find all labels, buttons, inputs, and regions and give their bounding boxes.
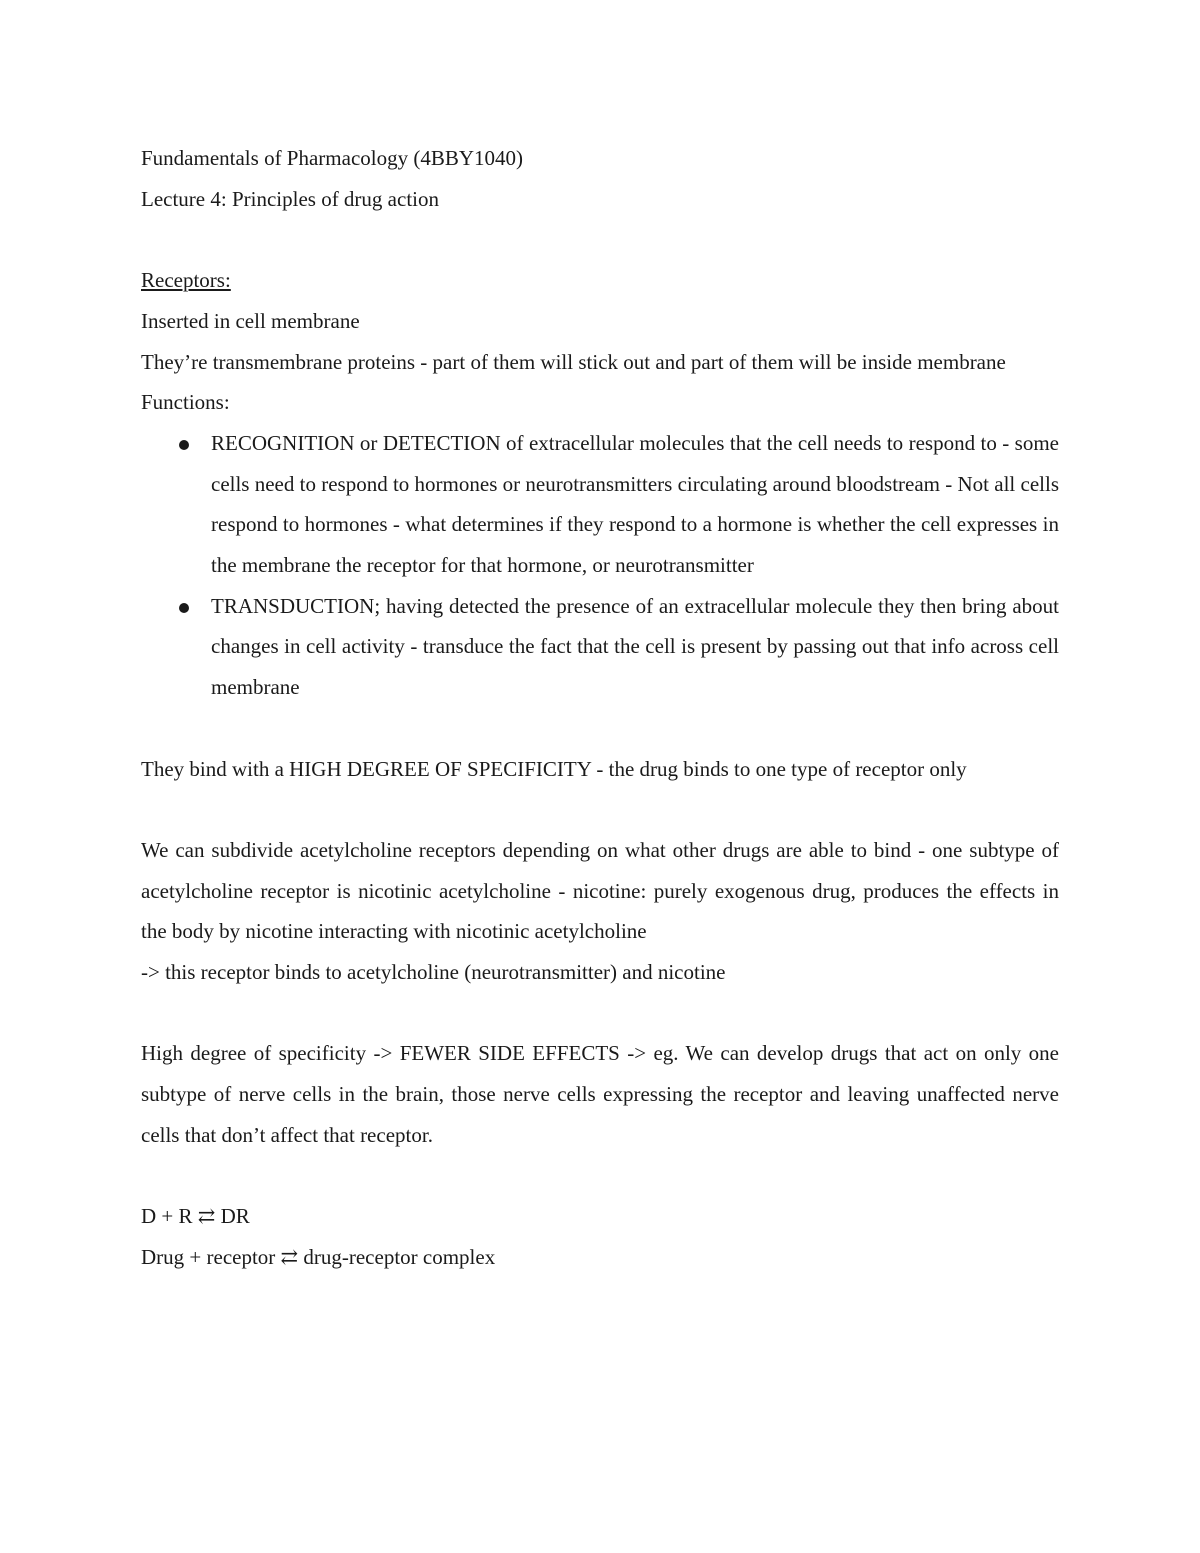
bullet-text-transduction: TRANSDUCTION; having detected the presence of an extracellular molecule they then bring about changes in cell activity - transduce the fact that the cell is present by passing out that info across cell membrane [211,593,1059,700]
lecture-title: Lecture 4: Principles of drug action [141,186,439,211]
course-title: Fundamentals of Pharmacology (4BBY1040) [141,146,524,170]
list-item [141,586,1059,708]
bullet-text-recognition: RECOGNITION or DETECTION of extracellular molecules that the cell needs to respond to - some cells need to respond to hormones or neurotransmitters circulating around bloodstream - Not all cells respond to hormones - what determines if they respond to a hormone is whether the cell expresses in the membrane the receptor for that hormone, or neurotransmitter [211,430,1059,578]
side-effects-paragraph: High degree of specificity -> FEWER SIDE EFFECTS -> eg. We can develop drugs that act on only one subtype of nerve cells in the brain, those nerve cells expressing the receptor and leaving unaffected nerve cells that don’t affect that receptor. [141,1041,1059,1147]
receptors-heading: Receptors: [141,268,231,293]
equation-verbal: Drug + receptor ⇄ drug-receptor complex [141,1244,496,1269]
bullet-icon [179,603,189,613]
functions-label: Functions: [141,390,230,415]
bullet-icon [179,440,189,450]
document-page [141,138,1059,1278]
spacer [141,789,1059,830]
specificity-paragraph: They bind with a HIGH DEGREE OF SPECIFICITY - the drug binds to one type of receptor only [141,756,967,781]
equation-symbolic: D + R ⇄ DR [141,1204,250,1229]
spacer [141,1156,1059,1197]
acetylcholine-paragraph: We can subdivide acetylcholine receptors depending on what other drugs are able to bind - one subtype of acetylcholine receptor is nicotinic acetylcholine - nicotine: purely exogenous drug, produces the effects in the body by nicotine interacting with nicotinic acetylcholine [141,837,1059,944]
spacer [141,993,1059,1034]
receptors-line-2: They’re transmembrane proteins - part of them will stick out and part of them will be inside membrane [141,349,1006,374]
functions-list [141,423,1059,708]
receptors-line-1: Inserted in cell membrane [141,308,360,333]
acetylcholine-arrow-line: -> this receptor binds to acetylcholine (neurotransmitter) and nicotine [141,960,726,985]
list-item [141,423,1059,586]
spacer [141,219,1059,260]
spacer [141,708,1059,749]
